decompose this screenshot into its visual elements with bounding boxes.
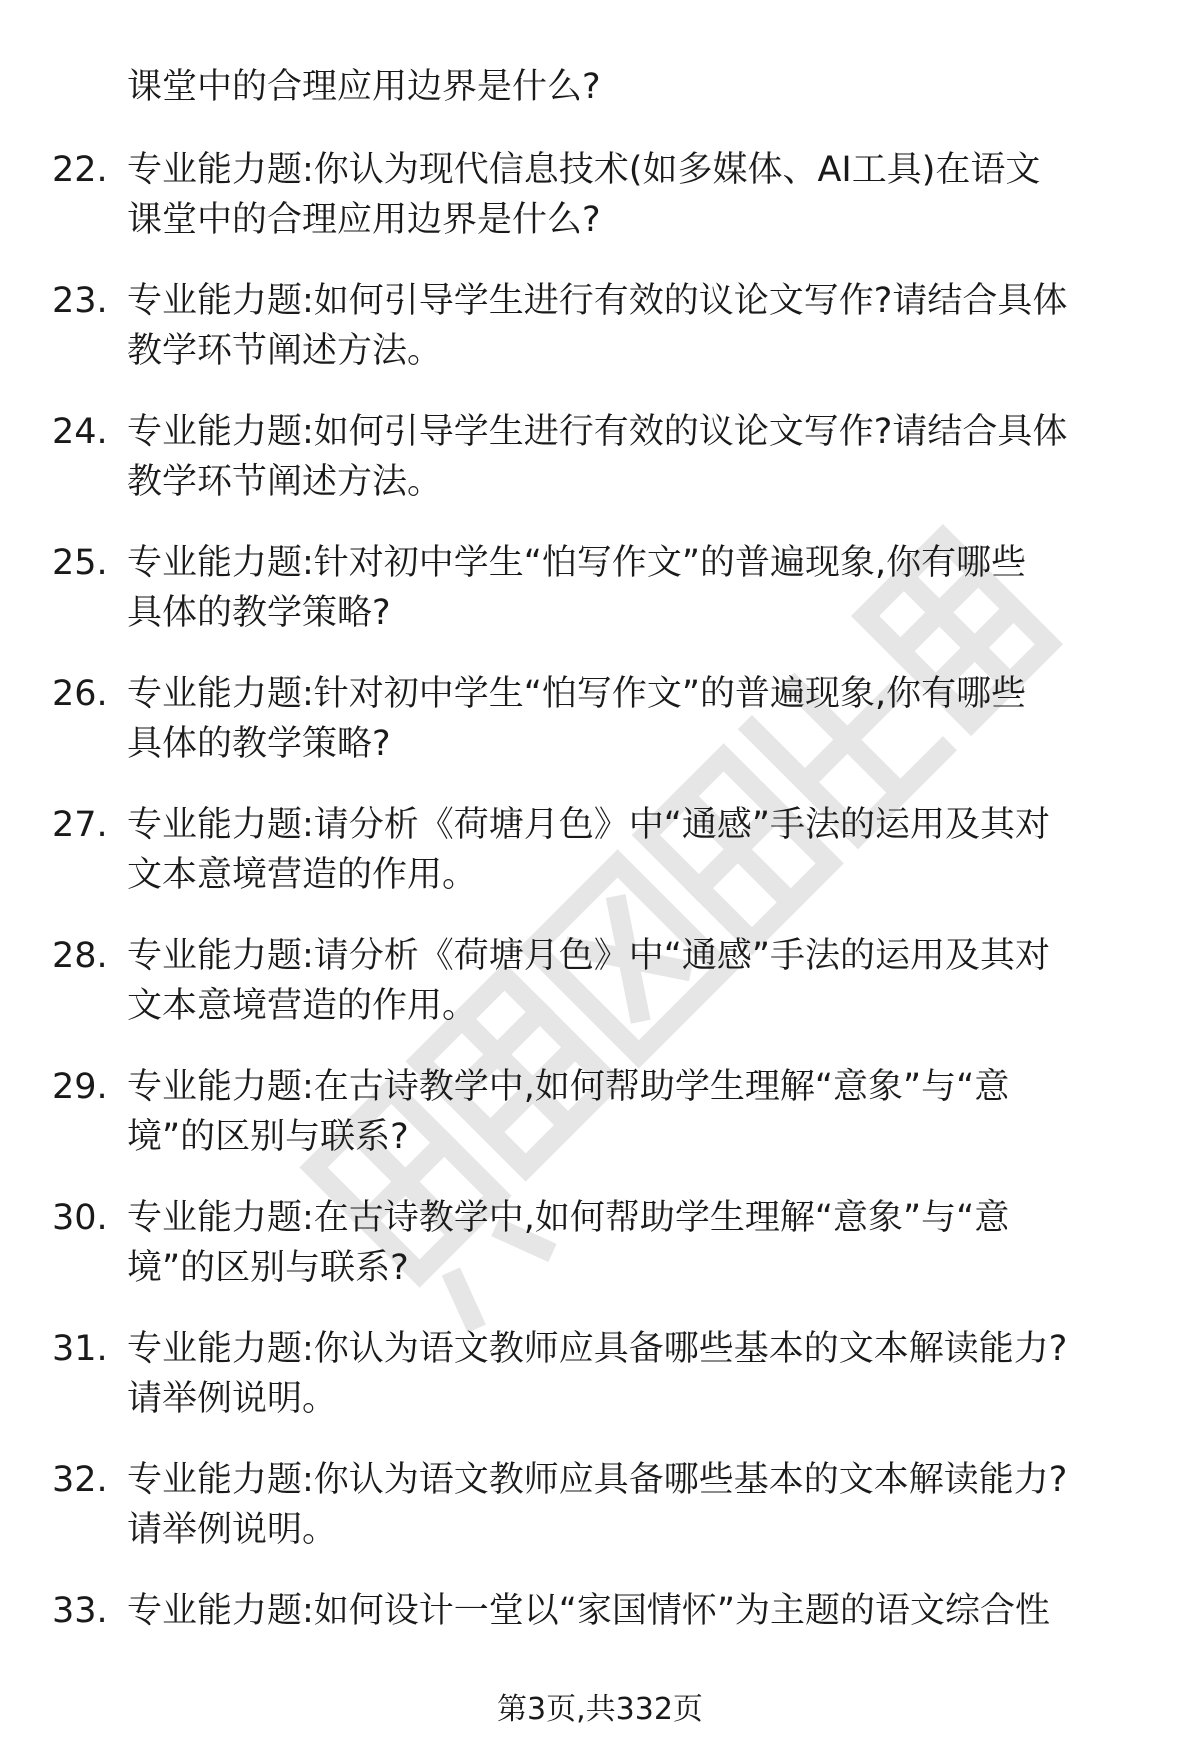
question-line: 专业能力题:你认为语文教师应具备哪些基本的文本解读能力? [127, 1460, 1068, 1500]
question-line: 教学环节阐述方法。 [127, 331, 443, 371]
question-text [127, 1062, 1137, 1162]
question-item [0, 276, 1200, 407]
page-footer: 第3页,共332页 [497, 1692, 703, 1727]
question-item [0, 1324, 1200, 1455]
question-item [0, 407, 1200, 538]
question-line: 专业能力题:如何引导学生进行有效的议论文写作?请结合具体 [127, 281, 1068, 321]
question-number: 29. [52, 1067, 108, 1107]
question-line: 境”的区别与联系? [127, 1117, 409, 1157]
question-line: 专业能力题:在古诗教学中,如何帮助学生理解“意象”与“意 [127, 1198, 1010, 1238]
question-number: 32. [52, 1460, 108, 1500]
question-text [127, 145, 1137, 245]
question-line: 专业能力题:如何引导学生进行有效的议论文写作?请结合具体 [127, 412, 1068, 452]
question-line: 专业能力题:针对初中学生“怕写作文”的普遍现象,你有哪些 [127, 674, 1027, 714]
question-number: 26. [52, 674, 108, 714]
question-line: 请举例说明。 [127, 1379, 338, 1419]
question-item [0, 1193, 1200, 1324]
question-line: 专业能力题:你认为现代信息技术(如多媒体、AI工具)在语文 [127, 150, 1041, 190]
question-line: 具体的教学策略? [127, 724, 391, 764]
question-line: 境”的区别与联系? [127, 1248, 409, 1288]
question-text [127, 1324, 1137, 1424]
question-text [127, 1455, 1137, 1555]
question-line: 专业能力题:在古诗教学中,如何帮助学生理解“意象”与“意 [127, 1067, 1010, 1107]
question-line: 文本意境营造的作用。 [127, 986, 478, 1026]
question-number: 28. [52, 936, 108, 976]
question-item [0, 1455, 1200, 1586]
question-number: 33. [52, 1591, 108, 1631]
question-number: 24. [52, 412, 108, 452]
question-line: 专业能力题:针对初中学生“怕写作文”的普遍现象,你有哪些 [127, 543, 1027, 583]
question-line: 专业能力题:请分析《荷塘月色》中“通感”手法的运用及其对 [127, 805, 1051, 845]
question-line: 文本意境营造的作用。 [127, 855, 478, 895]
question-text [127, 931, 1137, 1031]
question-line: 具体的教学策略? [127, 593, 391, 633]
question-line: 专业能力题:如何设计一堂以“家国情怀”为主题的语文综合性 [127, 1591, 1051, 1631]
question-number: 25. [52, 543, 108, 583]
question-text [127, 800, 1137, 900]
question-item [0, 1062, 1200, 1193]
question-item [0, 800, 1200, 931]
question-item [0, 669, 1200, 800]
question-line: 专业能力题:请分析《荷塘月色》中“通感”手法的运用及其对 [127, 936, 1051, 976]
question-line: 教学环节阐述方法。 [127, 462, 443, 502]
question-line: 课堂中的合理应用边界是什么? [127, 200, 601, 240]
question-number: 22. [52, 150, 108, 190]
question-item [0, 931, 1200, 1062]
question-text [127, 669, 1137, 769]
question-text [127, 538, 1137, 638]
question-line: 请举例说明。 [127, 1510, 338, 1550]
question-text [127, 407, 1137, 507]
question-text [127, 1193, 1137, 1293]
question-line: 专业能力题:你认为语文教师应具备哪些基本的文本解读能力? [127, 1329, 1068, 1369]
question-list [0, 145, 1200, 1717]
question-number: 30. [52, 1198, 108, 1238]
question-item [0, 538, 1200, 669]
question-item [0, 145, 1200, 276]
question-number: 31. [52, 1329, 108, 1369]
question-text [127, 276, 1137, 376]
question-text [127, 1586, 1137, 1636]
question-number: 23. [52, 281, 108, 321]
question-number: 27. [52, 805, 108, 845]
carry-over-text: 课堂中的合理应用边界是什么? [127, 67, 601, 107]
